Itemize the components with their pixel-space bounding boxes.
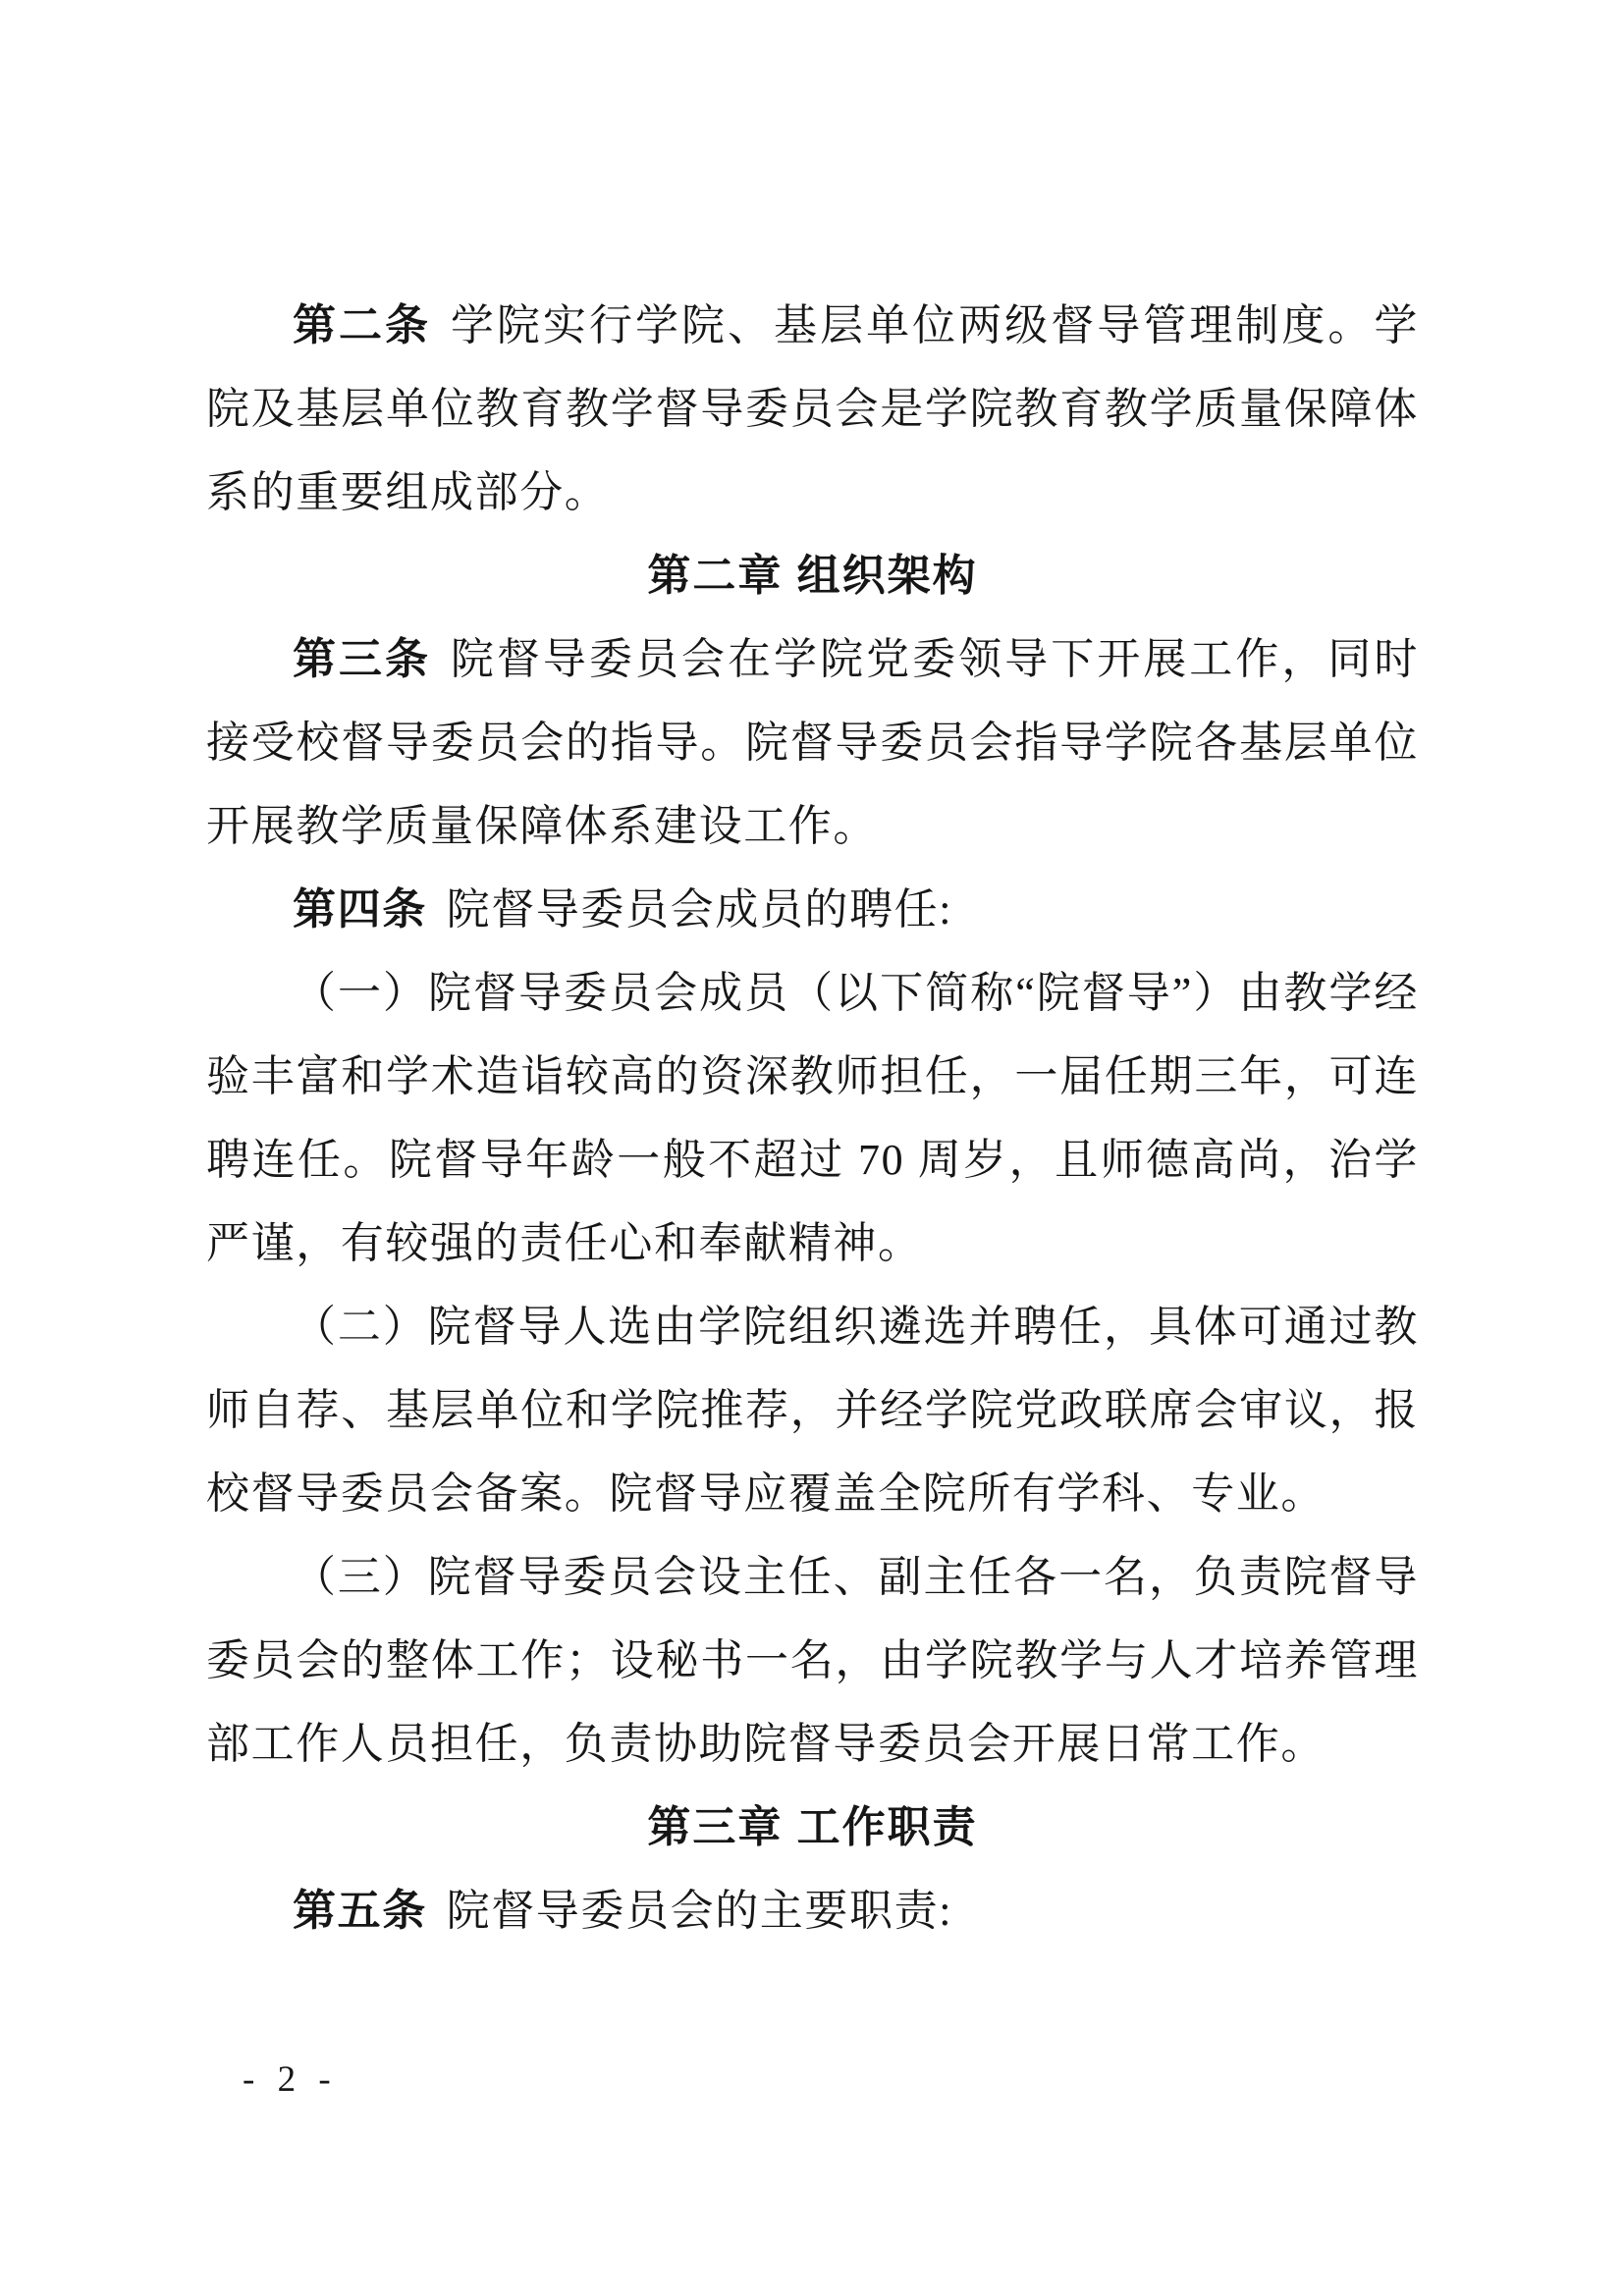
article-4-item-1-paragraph xyxy=(206,951,1419,1285)
article-4-item-1-text: （一）院督导委员会成员（以下简称“院督导”）由教学经验丰富和学术造诣较高的资深教师担任，一届任期三年，可连聘连任。院督导年龄一般不超过 70 周岁，且师德高尚，治学严谨，有较强的责任心和奉献精神。 xyxy=(206,969,1419,1267)
chapter-3-heading: 第三章 工作职责 xyxy=(647,1803,978,1851)
article-5-label: 第五条 xyxy=(293,1887,427,1935)
article-2-label: 第二条 xyxy=(293,301,432,349)
article-4-text: 院督导委员会成员的聘任: xyxy=(446,885,953,934)
article-2-text: 学院实行学院、基层单位两级督导管理制度。学院及基层单位教育教学督导委员会是学院教育教学质量保障体系的重要组成部分。 xyxy=(206,301,1419,516)
page-number: - 2 - xyxy=(243,2059,338,2100)
article-3-label: 第三条 xyxy=(293,635,432,683)
article-2-paragraph xyxy=(206,284,1419,534)
article-4-item-2-text: （二）院督导人选由学院组织遴选并聘任，具体可通过教师自荐、基层单位和学院推荐，并经学院党政联席会审议，报校督导委员会备案。院督导应覆盖全院所有学科、专业。 xyxy=(206,1303,1419,1518)
article-4-item-3-text: （三）院督导委员会设主任、副主任各一名，负责院督导委员会的整体工作；设秘书一名，由学院教学与人才培养管理部工作人员担任，负责协助院督导委员会开展日常工作。 xyxy=(206,1553,1419,1768)
article-4-item-3-paragraph xyxy=(206,1535,1419,1786)
article-4-paragraph xyxy=(206,868,1419,951)
document-body xyxy=(206,284,1419,1952)
article-3-text: 院督导委员会在学院党委领导下开展工作，同时接受校督导委员会的指导。院督导委员会指导学院各基层单位开展教学质量保障体系建设工作。 xyxy=(206,635,1419,850)
article-5-text: 院督导委员会的主要职责: xyxy=(446,1887,953,1935)
article-4-label: 第四条 xyxy=(293,885,427,934)
chapter-2-heading: 第二章 组织架构 xyxy=(647,552,978,600)
article-4-item-2-paragraph xyxy=(206,1285,1419,1535)
article-5-paragraph xyxy=(206,1869,1419,1952)
article-3-paragraph xyxy=(206,617,1419,868)
